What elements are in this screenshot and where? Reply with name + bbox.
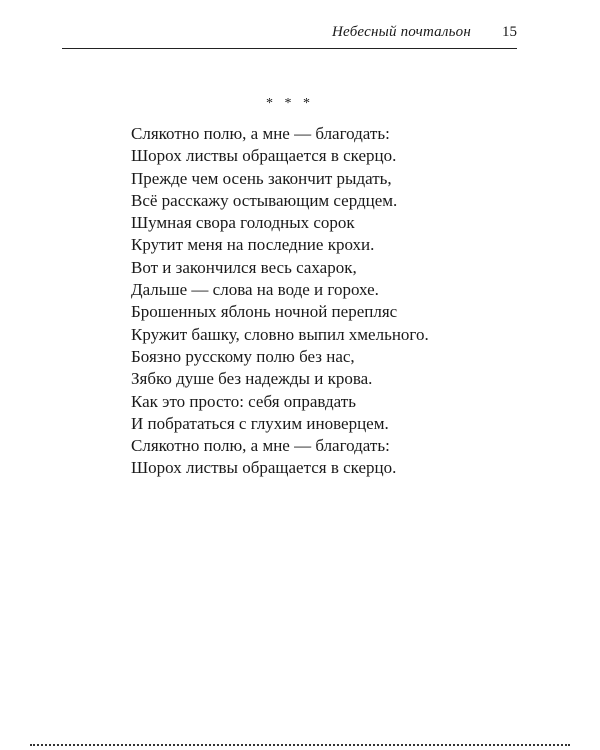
- poem-line: Слякотно полю, а мне — благодать:: [131, 436, 390, 456]
- poem-line: Как это просто: себя оправдать: [131, 391, 356, 411]
- poem-line: Шорох листвы обращается в скерцо.: [131, 458, 397, 478]
- poem-line: Вот и закончился весь сахарок,: [131, 257, 357, 277]
- poem-line: Слякотно полю, а мне — благодать:: [131, 124, 390, 143]
- page-number: 15: [502, 24, 517, 40]
- poem-line: Всё расскажу остывающим сердцем.: [131, 190, 398, 210]
- book-title: Небесный почтальон: [332, 24, 471, 40]
- poem-text: [131, 123, 429, 480]
- poem-line: Брошенных яблонь ночной перепляс: [131, 302, 398, 322]
- poem-line: И побрататься с глухим иноверцем.: [131, 413, 389, 433]
- header-rule: [62, 48, 517, 49]
- poem-line: Прежде чем осень закончит рыдать,: [131, 168, 392, 188]
- poem-line: Шорох листвы обращается в скерцо.: [131, 146, 397, 166]
- page-edge-dots: [30, 744, 570, 746]
- poem-line: Шумная свора голодных сорок: [131, 213, 355, 233]
- poem-line: Крутит меня на последние крохи.: [131, 235, 375, 255]
- running-head: [62, 24, 517, 46]
- poem-line: Дальше — слова на воде и горохе.: [131, 280, 379, 300]
- poem-line: Зябко душе без надежды и крова.: [131, 369, 373, 389]
- poem-line: Боязно русскому полю без нас,: [131, 346, 355, 366]
- poem-line: Кружит башку, словно выпил хмельного.: [131, 324, 429, 344]
- section-separator: * * *: [266, 96, 314, 111]
